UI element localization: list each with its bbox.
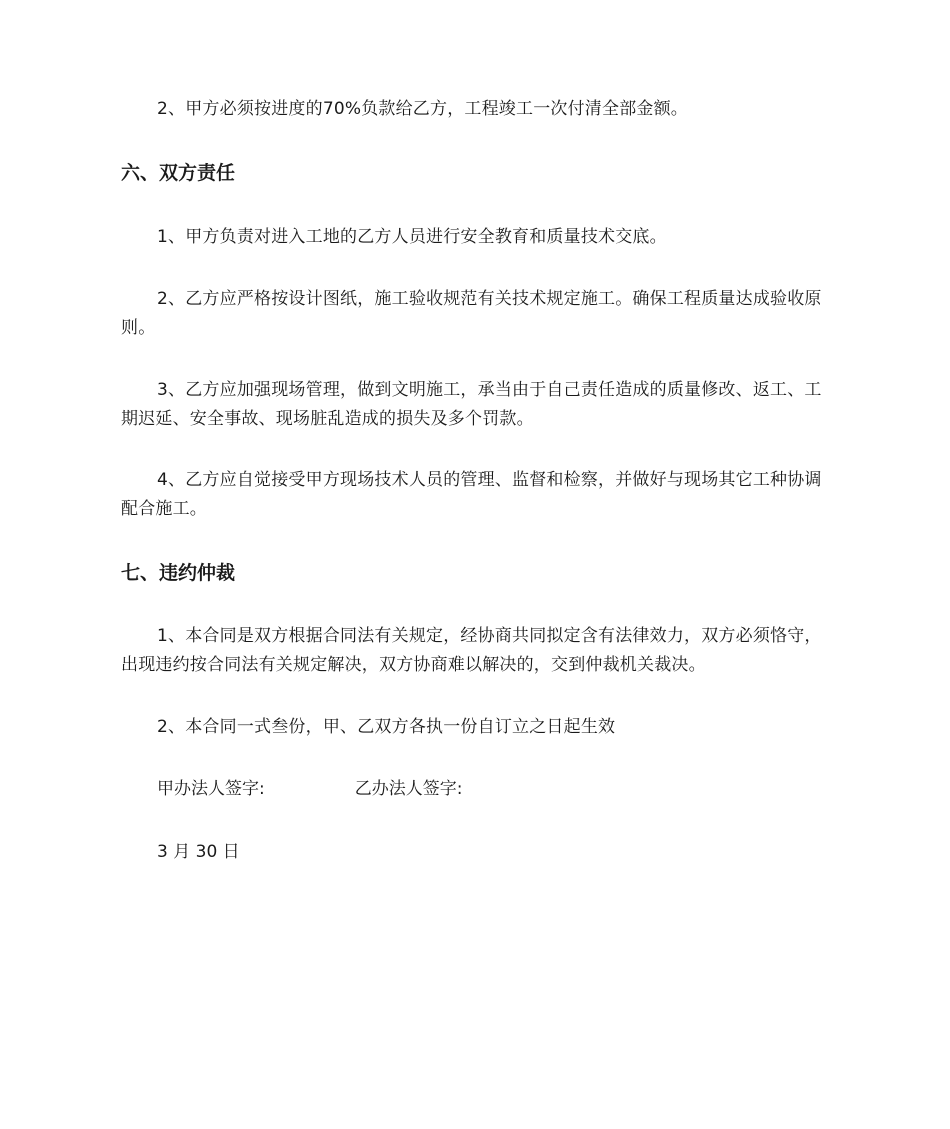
responsibility-clause-4: 4、乙方应自觉接受甲方现场技术人员的管理、监督和检察，并做好与现场其它工种协调配合施工。 [121, 470, 822, 519]
arbitration-clause-2: 2、本合同一式叁份，甲、乙双方各执一份自订立之日起生效 [157, 717, 616, 737]
responsibility-clause-2: 2、乙方应严格按设计图纸，施工验收规范有关技术规定施工。确保工程质量达成验收原则。 [121, 289, 822, 338]
contract-date: 3 月 30 日 [157, 842, 240, 862]
section-heading-responsibilities: 六、双方责任 [121, 162, 236, 184]
responsibility-clause-1: 1、甲方负责对进入工地的乙方人员进行安全教育和质量技术交底。 [157, 227, 667, 247]
party-b-signature-label: 乙办法人签字: [354, 779, 463, 799]
payment-clause-2: 2、甲方必须按进度的70%负款给乙方，工程竣工一次付清全部金额。 [157, 99, 688, 119]
signature-line [121, 775, 462, 804]
arbitration-clause-1: 1、本合同是双方根据合同法有关规定，经协商共同拟定含有法律效力，双方必须恪守，出现违约按合同法有关规定解决，双方协商难以解决的，交到仲裁机关裁决。 [121, 626, 822, 675]
party-a-signature-label: 甲办法人签字: [157, 779, 265, 799]
section-heading-arbitration: 七、违约仲裁 [121, 562, 236, 584]
responsibility-clause-3: 3、乙方应加强现场管理，做到文明施工，承当由于自己责任造成的质量修改、返工、工期迟延、安全事故、现场脏乱造成的损失及多个罚款。 [121, 380, 822, 429]
